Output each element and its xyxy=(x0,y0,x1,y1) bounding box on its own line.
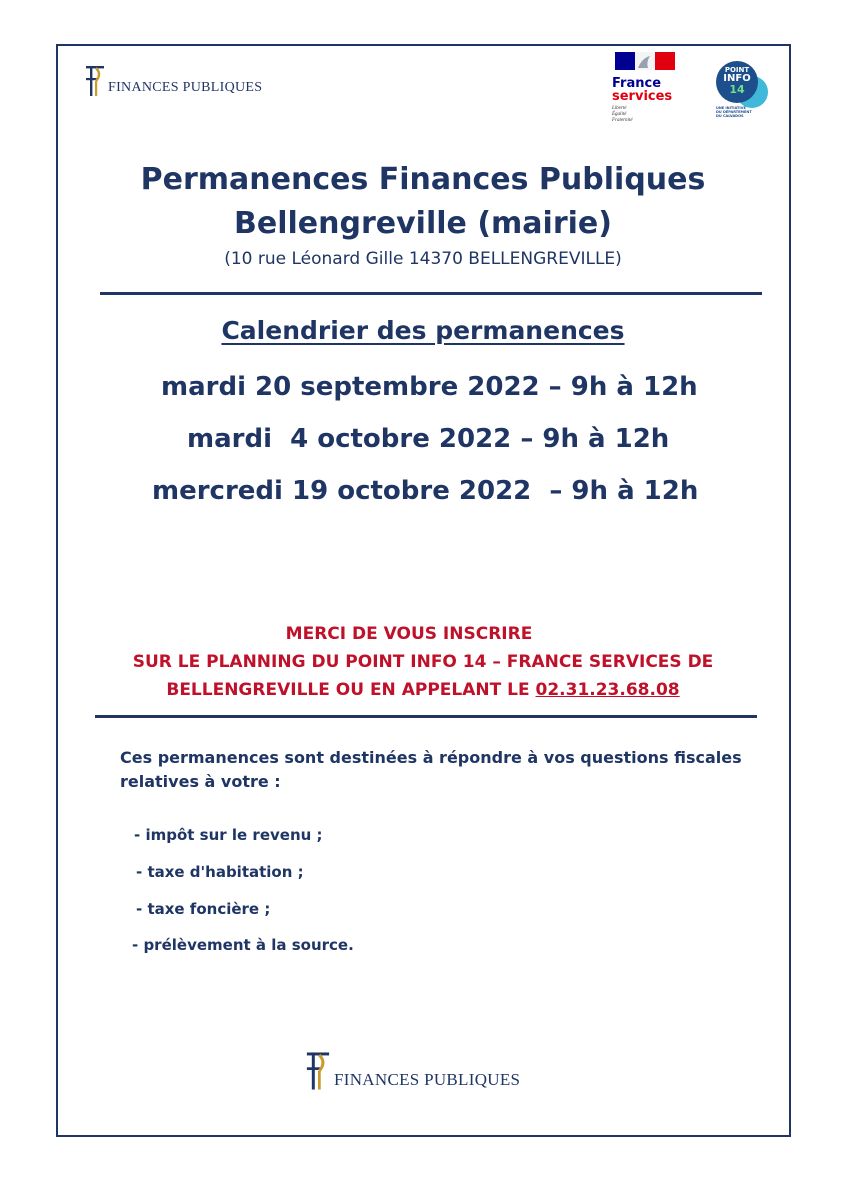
date-item: mercredi 19 octobre 2022 – 9h à 12h xyxy=(152,476,699,506)
finances-publiques-emblem-icon xyxy=(84,64,106,98)
point-info-14-logo xyxy=(712,60,772,122)
finances-publiques-logo-footer xyxy=(304,1050,520,1092)
date-item: mardi 4 octobre 2022 – 9h à 12h xyxy=(187,424,670,454)
notice-line1: MERCI DE VOUS INSCRIRE xyxy=(285,624,533,644)
list-item: - impôt sur le revenu ; xyxy=(134,826,323,844)
phone-number-link[interactable]: 02.31.23.68.08 xyxy=(535,680,680,700)
page-title-line2: Bellengreville (mairie) xyxy=(234,206,612,241)
point-info-line1: POINT xyxy=(724,66,750,74)
point-info-line3: 14 xyxy=(729,83,745,96)
list-item: - taxe foncière ; xyxy=(136,900,271,918)
date-item: mardi 20 septembre 2022 – 9h à 12h xyxy=(161,372,698,402)
point-info-line2: INFO xyxy=(723,73,751,84)
point-info-small-text: UNE INITIATIVE DU DÉPARTEMENT DU CALVADOS xyxy=(716,106,752,118)
finances-publiques-header-text: FINANCES PUBLIQUES xyxy=(108,80,263,95)
list-item: - taxe d'habitation ; xyxy=(136,863,304,881)
info-intro: Ces permanences sont destinées à répondre à vos questions fiscales relatives à votre : xyxy=(120,748,742,791)
divider-bottom xyxy=(95,715,757,718)
france-services-line1: France xyxy=(612,76,662,91)
divider-top xyxy=(100,292,762,295)
finances-publiques-emblem-icon xyxy=(304,1050,332,1092)
motto-liberte: Liberté xyxy=(612,106,627,111)
finances-publiques-footer-text: FINANCES PUBLIQUES xyxy=(334,1070,521,1089)
motto-fraternite: Fraternité xyxy=(612,118,633,123)
notice-line2: SUR LE PLANNING DU POINT INFO 14 – FRANCE SERVICES DE xyxy=(132,652,714,672)
list-item: - prélèvement à la source. xyxy=(132,936,354,954)
finances-publiques-logo-header xyxy=(84,64,262,98)
france-services-logo xyxy=(612,52,680,124)
calendar-heading: Calendrier des permanences xyxy=(221,316,625,345)
notice-line3: BELLENGREVILLE OU EN APPELANT LE xyxy=(166,680,536,700)
address: (10 rue Léonard Gille 14370 BELLENGREVILLE) xyxy=(224,249,622,269)
page-title-line1: Permanences Finances Publiques xyxy=(140,162,706,197)
marianne-flag-icon xyxy=(612,52,680,70)
france-services-line2: services xyxy=(612,89,673,104)
motto-egalite: Égalité xyxy=(612,112,627,117)
